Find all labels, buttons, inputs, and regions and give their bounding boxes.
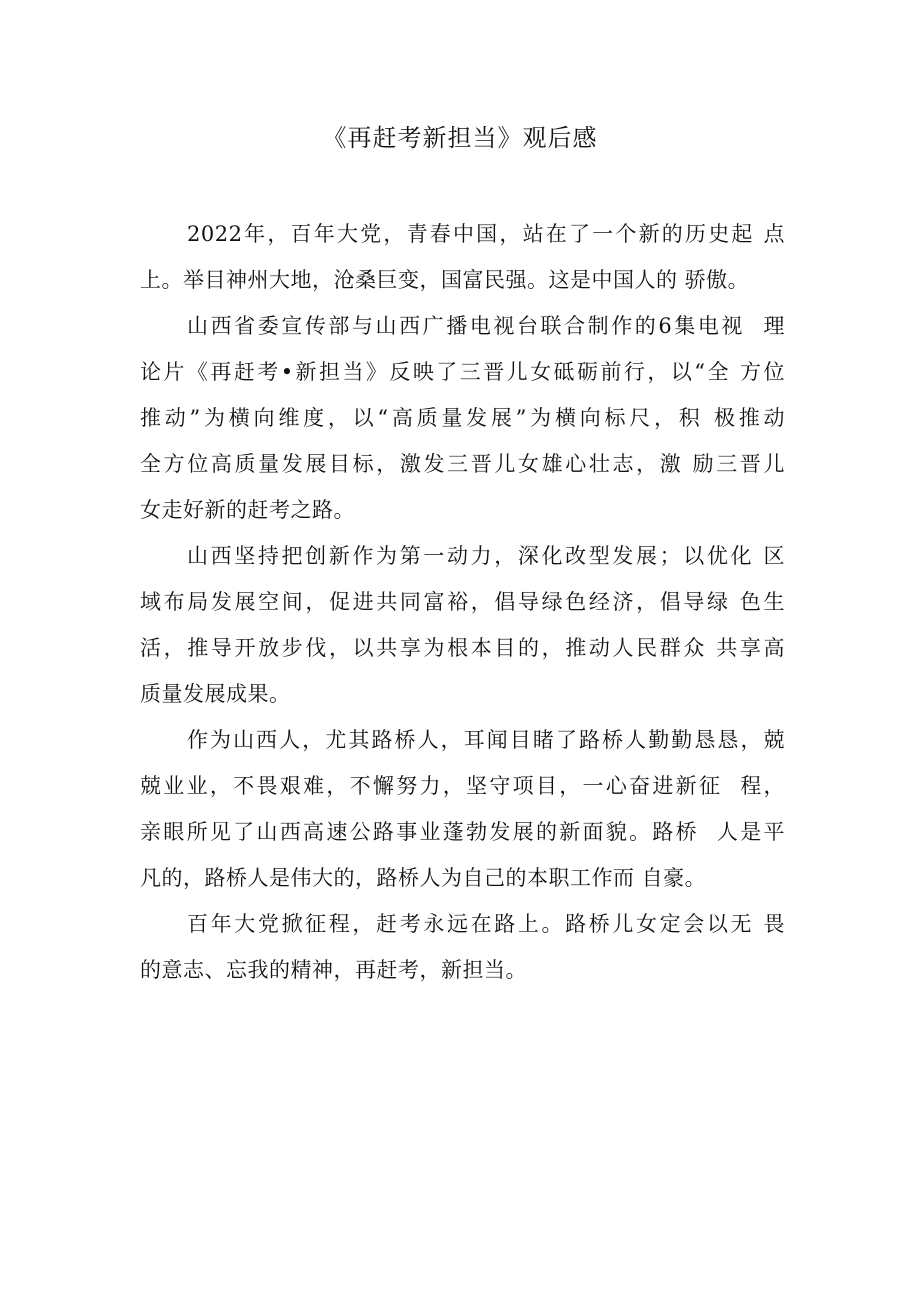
- paragraph-5: [140, 901, 785, 993]
- document-title: 《再赶考新担当》观后感: [322, 124, 598, 152]
- paragraph-line: 上。举目神州大地，沧桑巨变，国富民强。这是中国人的 骄傲。: [140, 268, 750, 292]
- paragraph-line: 的意志、忘我的精神，再赶考，新担当。: [140, 958, 527, 982]
- paragraph-line: 女走好新的赶考之路。: [140, 498, 355, 522]
- paragraph-line: 质量发展成果。: [140, 682, 291, 706]
- paragraph-line: 推动”为横向维度，以“高质量发展”为横向标尺，积 极推动: [140, 406, 785, 430]
- paragraph-3: [140, 533, 785, 717]
- paragraph-line: 活，推导开放步伐，以共享为根本目的，推动人民群众 共享高: [140, 636, 785, 660]
- paragraph-line: 百年大党掀征程，赶考永远在路上。路桥儿女定会以无 畏: [187, 912, 785, 936]
- paragraph-line: 全方位高质量发展目标，激发三晋儿女雄心壮志，激 励三晋儿: [140, 452, 785, 476]
- paragraph-line: 作为山西人，尤其路桥人，耳闻目睹了路桥人勤勤恳恳，兢: [187, 728, 785, 752]
- paragraph-line: 凡的，路桥人是伟大的，路桥人为自己的本职工作而 自豪。: [140, 866, 707, 890]
- paragraph-line: 论片《再赶考•新担当》反映了三晋儿女砥砺前行，以“全 方位: [140, 360, 785, 384]
- paragraph-line: 山西省委宣传部与山西广播电视台联合制作的6集电视 理: [187, 314, 785, 338]
- paragraph-1: [140, 211, 785, 303]
- paragraph-2: [140, 303, 785, 533]
- paragraph-4: [140, 717, 785, 901]
- document-body: [140, 211, 785, 993]
- paragraph-line: 2022年，百年大党，青春中国，站在了一个新的历史起 点: [187, 222, 785, 246]
- paragraph-line: 兢业业，不畏艰难，不懈努力，坚守项目，一心奋进新征 程，: [140, 774, 785, 798]
- paragraph-line: 域布局发展空间，促进共同富裕，倡导绿色经济，倡导绿 色生: [140, 590, 785, 614]
- paragraph-line: 山西坚持把创新作为第一动力，深化改型发展；以优化 区: [187, 544, 785, 568]
- paragraph-line: 亲眼所见了山西高速公路事业蓬勃发展的新面貌。路桥 人是平: [140, 820, 785, 844]
